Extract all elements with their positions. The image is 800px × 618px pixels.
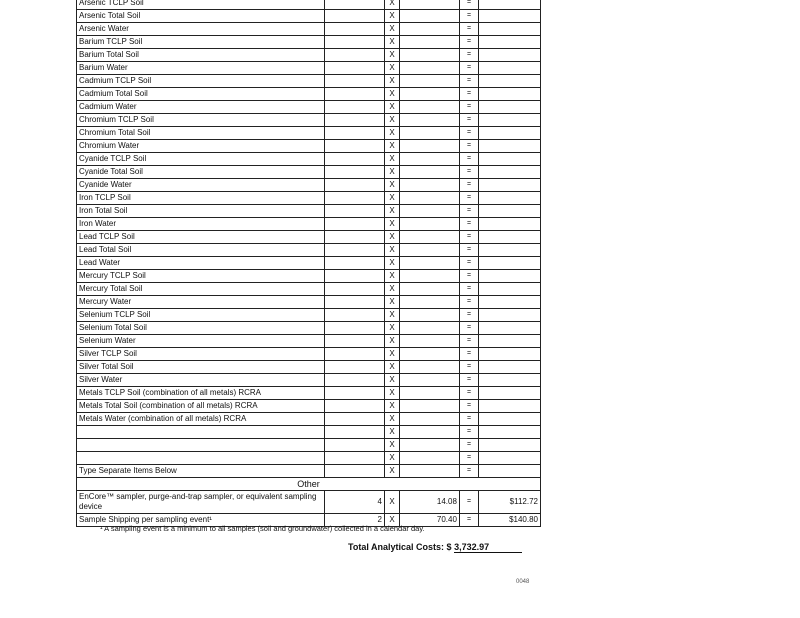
row-eq: = xyxy=(459,400,478,413)
row-mult: X xyxy=(384,374,399,387)
row-label: Lead Water xyxy=(77,257,325,270)
row-unit-cost xyxy=(400,75,460,88)
row-qty xyxy=(325,10,385,23)
row-qty xyxy=(325,309,385,322)
row-unit-cost xyxy=(400,335,460,348)
row-label: Silver TCLP Soil xyxy=(77,348,325,361)
row-label: Cadmium TCLP Soil xyxy=(77,75,325,88)
table-row xyxy=(77,387,541,400)
row-label: Iron Total Soil xyxy=(77,205,325,218)
row-unit-cost xyxy=(400,400,460,413)
row-qty xyxy=(325,36,385,49)
shipping-qty: 2 xyxy=(325,514,385,527)
row-unit-cost xyxy=(400,88,460,101)
row-total xyxy=(479,296,541,309)
row-mult: X xyxy=(384,218,399,231)
row-label: Metals Total Soil (combination of all metals) RCRA xyxy=(77,400,325,413)
row-eq: = xyxy=(459,439,478,452)
row-eq: = xyxy=(459,0,478,10)
row-mult: X xyxy=(384,335,399,348)
row-qty xyxy=(325,114,385,127)
encore-row xyxy=(77,491,541,514)
row-total xyxy=(479,413,541,426)
row-qty xyxy=(325,335,385,348)
row-label: Selenium Total Soil xyxy=(77,322,325,335)
row-qty xyxy=(325,374,385,387)
row-eq: = xyxy=(459,218,478,231)
table-row xyxy=(77,218,541,231)
row-total xyxy=(479,244,541,257)
row-mult: X xyxy=(384,153,399,166)
row-total xyxy=(479,218,541,231)
table-row xyxy=(77,75,541,88)
row-qty xyxy=(325,205,385,218)
row-label: Iron Water xyxy=(77,218,325,231)
row-total xyxy=(479,140,541,153)
row-unit-cost xyxy=(400,10,460,23)
row-total xyxy=(479,127,541,140)
row-qty xyxy=(325,218,385,231)
row-total xyxy=(479,23,541,36)
encore-label: EnCore™ sampler, purge-and-trap sampler, or equivalent sampling device xyxy=(77,491,325,514)
row-unit-cost xyxy=(400,127,460,140)
row-eq: = xyxy=(459,335,478,348)
encore-mult: X xyxy=(384,491,399,514)
row-eq: = xyxy=(459,231,478,244)
row-qty xyxy=(325,192,385,205)
row-total xyxy=(479,465,541,478)
row-unit-cost xyxy=(400,257,460,270)
row-unit-cost xyxy=(400,0,460,10)
row-mult: X xyxy=(384,192,399,205)
row-eq: = xyxy=(459,36,478,49)
row-eq: = xyxy=(459,296,478,309)
row-total xyxy=(479,387,541,400)
row-label: Silver Total Soil xyxy=(77,361,325,374)
row-qty xyxy=(325,452,385,465)
table-row xyxy=(77,309,541,322)
row-mult: X xyxy=(384,101,399,114)
encore-eq: = xyxy=(459,491,478,514)
row-total xyxy=(479,0,541,10)
row-label: Arsenic TCLP Soil xyxy=(77,0,325,10)
other-section xyxy=(77,478,541,527)
table-row xyxy=(77,413,541,426)
table-row xyxy=(77,244,541,257)
row-eq: = xyxy=(459,23,478,36)
row-label: Cadmium Water xyxy=(77,101,325,114)
row-total xyxy=(479,10,541,23)
analyte-rows xyxy=(77,0,541,478)
row-mult: X xyxy=(384,36,399,49)
row-eq: = xyxy=(459,101,478,114)
row-unit-cost xyxy=(400,283,460,296)
row-label: Chromium TCLP Soil xyxy=(77,114,325,127)
encore-qty: 4 xyxy=(325,491,385,514)
row-unit-cost xyxy=(400,439,460,452)
row-qty xyxy=(325,140,385,153)
row-total xyxy=(479,309,541,322)
row-unit-cost xyxy=(400,49,460,62)
row-mult: X xyxy=(384,283,399,296)
row-qty xyxy=(325,348,385,361)
row-label: Selenium Water xyxy=(77,335,325,348)
row-total xyxy=(479,361,541,374)
table-row xyxy=(77,114,541,127)
encore-unit-cost: 14.08 xyxy=(400,491,460,514)
table-row xyxy=(77,322,541,335)
row-mult: X xyxy=(384,400,399,413)
table-row xyxy=(77,36,541,49)
row-mult: X xyxy=(384,270,399,283)
row-eq: = xyxy=(459,88,478,101)
row-unit-cost xyxy=(400,192,460,205)
row-mult: X xyxy=(384,361,399,374)
row-eq: = xyxy=(459,244,478,257)
footnote: ¹ A sampling event is a minimum to all samples (soil and groundwater) collected in a calendar day. xyxy=(100,524,425,533)
table-row xyxy=(77,426,541,439)
row-unit-cost xyxy=(400,296,460,309)
table-row xyxy=(77,374,541,387)
table-row xyxy=(77,465,541,478)
row-mult: X xyxy=(384,140,399,153)
row-qty xyxy=(325,465,385,478)
other-header-row xyxy=(77,478,541,491)
row-qty xyxy=(325,426,385,439)
row-label: Cadmium Total Soil xyxy=(77,88,325,101)
row-qty xyxy=(325,387,385,400)
shipping-mult: X xyxy=(384,514,399,527)
row-total xyxy=(479,36,541,49)
table-row xyxy=(77,140,541,153)
row-mult: X xyxy=(384,452,399,465)
row-qty xyxy=(325,439,385,452)
row-unit-cost xyxy=(400,348,460,361)
grand-total-label: Total Analytical Costs: xyxy=(348,542,445,552)
table-row xyxy=(77,88,541,101)
table-row xyxy=(77,153,541,166)
row-unit-cost xyxy=(400,205,460,218)
row-qty xyxy=(325,153,385,166)
table-row xyxy=(77,361,541,374)
row-mult: X xyxy=(384,322,399,335)
row-unit-cost xyxy=(400,452,460,465)
row-unit-cost xyxy=(400,270,460,283)
table-row xyxy=(77,335,541,348)
row-mult: X xyxy=(384,244,399,257)
shipping-eq: = xyxy=(459,514,478,527)
row-mult: X xyxy=(384,179,399,192)
row-qty xyxy=(325,0,385,10)
row-label: Selenium TCLP Soil xyxy=(77,309,325,322)
table-row xyxy=(77,452,541,465)
row-eq: = xyxy=(459,205,478,218)
row-qty xyxy=(325,88,385,101)
row-qty xyxy=(325,244,385,257)
row-label: Arsenic Water xyxy=(77,23,325,36)
row-eq: = xyxy=(459,348,478,361)
row-qty xyxy=(325,101,385,114)
row-eq: = xyxy=(459,114,478,127)
row-eq: = xyxy=(459,361,478,374)
page-mark: 0048 xyxy=(516,579,530,585)
row-mult: X xyxy=(384,309,399,322)
row-qty xyxy=(325,62,385,75)
row-eq: = xyxy=(459,166,478,179)
row-qty xyxy=(325,413,385,426)
row-mult: X xyxy=(384,127,399,140)
row-label: Barium Water xyxy=(77,62,325,75)
table-row xyxy=(77,270,541,283)
row-total xyxy=(479,166,541,179)
row-label: Mercury TCLP Soil xyxy=(77,270,325,283)
row-total xyxy=(479,439,541,452)
row-eq: = xyxy=(459,387,478,400)
row-eq: = xyxy=(459,465,478,478)
row-label xyxy=(77,452,325,465)
row-label: Lead TCLP Soil xyxy=(77,231,325,244)
row-mult: X xyxy=(384,296,399,309)
row-eq: = xyxy=(459,153,478,166)
table-row xyxy=(77,192,541,205)
row-total xyxy=(479,88,541,101)
row-total xyxy=(479,62,541,75)
table-row xyxy=(77,205,541,218)
row-mult: X xyxy=(384,166,399,179)
row-mult: X xyxy=(384,23,399,36)
row-eq: = xyxy=(459,322,478,335)
row-mult: X xyxy=(384,413,399,426)
table-row xyxy=(77,231,541,244)
row-total xyxy=(479,101,541,114)
row-label: Mercury Water xyxy=(77,296,325,309)
row-eq: = xyxy=(459,49,478,62)
row-unit-cost xyxy=(400,101,460,114)
row-eq: = xyxy=(459,75,478,88)
row-label: Arsenic Total Soil xyxy=(77,10,325,23)
row-mult: X xyxy=(384,231,399,244)
row-qty xyxy=(325,400,385,413)
table-row xyxy=(77,283,541,296)
row-total xyxy=(479,322,541,335)
row-eq: = xyxy=(459,192,478,205)
row-unit-cost xyxy=(400,23,460,36)
row-qty xyxy=(325,49,385,62)
table-row xyxy=(77,400,541,413)
cost-table-container xyxy=(76,0,541,527)
row-qty xyxy=(325,283,385,296)
row-total xyxy=(479,283,541,296)
row-label: Chromium Water xyxy=(77,140,325,153)
row-mult: X xyxy=(384,0,399,10)
row-unit-cost xyxy=(400,36,460,49)
row-unit-cost xyxy=(400,244,460,257)
row-eq: = xyxy=(459,413,478,426)
table-row xyxy=(77,62,541,75)
row-qty xyxy=(325,361,385,374)
shipping-unit-cost: 70.40 xyxy=(400,514,460,527)
row-total xyxy=(479,179,541,192)
row-label: Lead Total Soil xyxy=(77,244,325,257)
row-unit-cost xyxy=(400,114,460,127)
table-row xyxy=(77,101,541,114)
row-qty xyxy=(325,231,385,244)
table-row xyxy=(77,257,541,270)
row-qty xyxy=(325,322,385,335)
row-mult: X xyxy=(384,387,399,400)
row-unit-cost xyxy=(400,361,460,374)
row-label: Cyanide TCLP Soil xyxy=(77,153,325,166)
table-row xyxy=(77,0,541,10)
table-row xyxy=(77,127,541,140)
row-mult: X xyxy=(384,439,399,452)
row-qty xyxy=(325,75,385,88)
row-total xyxy=(479,452,541,465)
grand-total-currency: $ xyxy=(446,542,452,552)
row-mult: X xyxy=(384,62,399,75)
row-total xyxy=(479,400,541,413)
row-unit-cost xyxy=(400,166,460,179)
row-qty xyxy=(325,257,385,270)
row-eq: = xyxy=(459,140,478,153)
row-eq: = xyxy=(459,257,478,270)
row-total xyxy=(479,348,541,361)
row-qty xyxy=(325,270,385,283)
row-qty xyxy=(325,179,385,192)
row-mult: X xyxy=(384,426,399,439)
row-total xyxy=(479,153,541,166)
row-total xyxy=(479,114,541,127)
row-mult: X xyxy=(384,49,399,62)
row-qty xyxy=(325,23,385,36)
row-total xyxy=(479,426,541,439)
row-eq: = xyxy=(459,452,478,465)
table-row xyxy=(77,439,541,452)
grand-total xyxy=(348,542,522,553)
row-eq: = xyxy=(459,283,478,296)
row-label: Barium TCLP Soil xyxy=(77,36,325,49)
analytical-cost-table xyxy=(76,0,541,527)
row-mult: X xyxy=(384,257,399,270)
row-unit-cost xyxy=(400,374,460,387)
row-label: Cyanide Water xyxy=(77,179,325,192)
row-unit-cost xyxy=(400,426,460,439)
row-unit-cost xyxy=(400,140,460,153)
grand-total-value: 3,732.97 xyxy=(454,542,522,553)
table-row xyxy=(77,348,541,361)
table-row xyxy=(77,23,541,36)
row-unit-cost xyxy=(400,62,460,75)
row-unit-cost xyxy=(400,465,460,478)
row-eq: = xyxy=(459,374,478,387)
row-qty xyxy=(325,296,385,309)
row-qty xyxy=(325,127,385,140)
row-eq: = xyxy=(459,179,478,192)
row-label xyxy=(77,439,325,452)
row-eq: = xyxy=(459,127,478,140)
row-label: Mercury Total Soil xyxy=(77,283,325,296)
table-row xyxy=(77,296,541,309)
row-label: Type Separate Items Below xyxy=(77,465,325,478)
row-total xyxy=(479,335,541,348)
row-unit-cost xyxy=(400,179,460,192)
row-total xyxy=(479,192,541,205)
row-unit-cost xyxy=(400,231,460,244)
row-eq: = xyxy=(459,270,478,283)
row-label: Chromium Total Soil xyxy=(77,127,325,140)
row-label: Metals TCLP Soil (combination of all metals) RCRA xyxy=(77,387,325,400)
row-mult: X xyxy=(384,88,399,101)
row-total xyxy=(479,374,541,387)
row-mult: X xyxy=(384,205,399,218)
row-unit-cost xyxy=(400,153,460,166)
row-total xyxy=(479,75,541,88)
shipping-label: Sample Shipping per sampling event¹ xyxy=(77,514,325,527)
row-mult: X xyxy=(384,348,399,361)
row-eq: = xyxy=(459,62,478,75)
row-qty xyxy=(325,166,385,179)
row-eq: = xyxy=(459,309,478,322)
row-mult: X xyxy=(384,465,399,478)
row-label: Silver Water xyxy=(77,374,325,387)
row-total xyxy=(479,49,541,62)
row-unit-cost xyxy=(400,322,460,335)
row-unit-cost xyxy=(400,309,460,322)
table-row xyxy=(77,49,541,62)
row-label: Metals Water (combination of all metals) RCRA xyxy=(77,413,325,426)
table-row xyxy=(77,179,541,192)
shipping-total: $140.80 xyxy=(479,514,541,527)
row-total xyxy=(479,270,541,283)
table-row xyxy=(77,10,541,23)
row-unit-cost xyxy=(400,218,460,231)
other-header: Other xyxy=(77,478,541,491)
row-unit-cost xyxy=(400,387,460,400)
row-total xyxy=(479,257,541,270)
row-label: Barium Total Soil xyxy=(77,49,325,62)
row-total xyxy=(479,231,541,244)
row-total xyxy=(479,205,541,218)
row-label xyxy=(77,426,325,439)
row-mult: X xyxy=(384,75,399,88)
row-label: Cyanide Total Soil xyxy=(77,166,325,179)
row-label: Iron TCLP Soil xyxy=(77,192,325,205)
row-eq: = xyxy=(459,10,478,23)
row-unit-cost xyxy=(400,413,460,426)
encore-total: $112.72 xyxy=(479,491,541,514)
table-row xyxy=(77,166,541,179)
row-eq: = xyxy=(459,426,478,439)
row-mult: X xyxy=(384,10,399,23)
row-mult: X xyxy=(384,114,399,127)
